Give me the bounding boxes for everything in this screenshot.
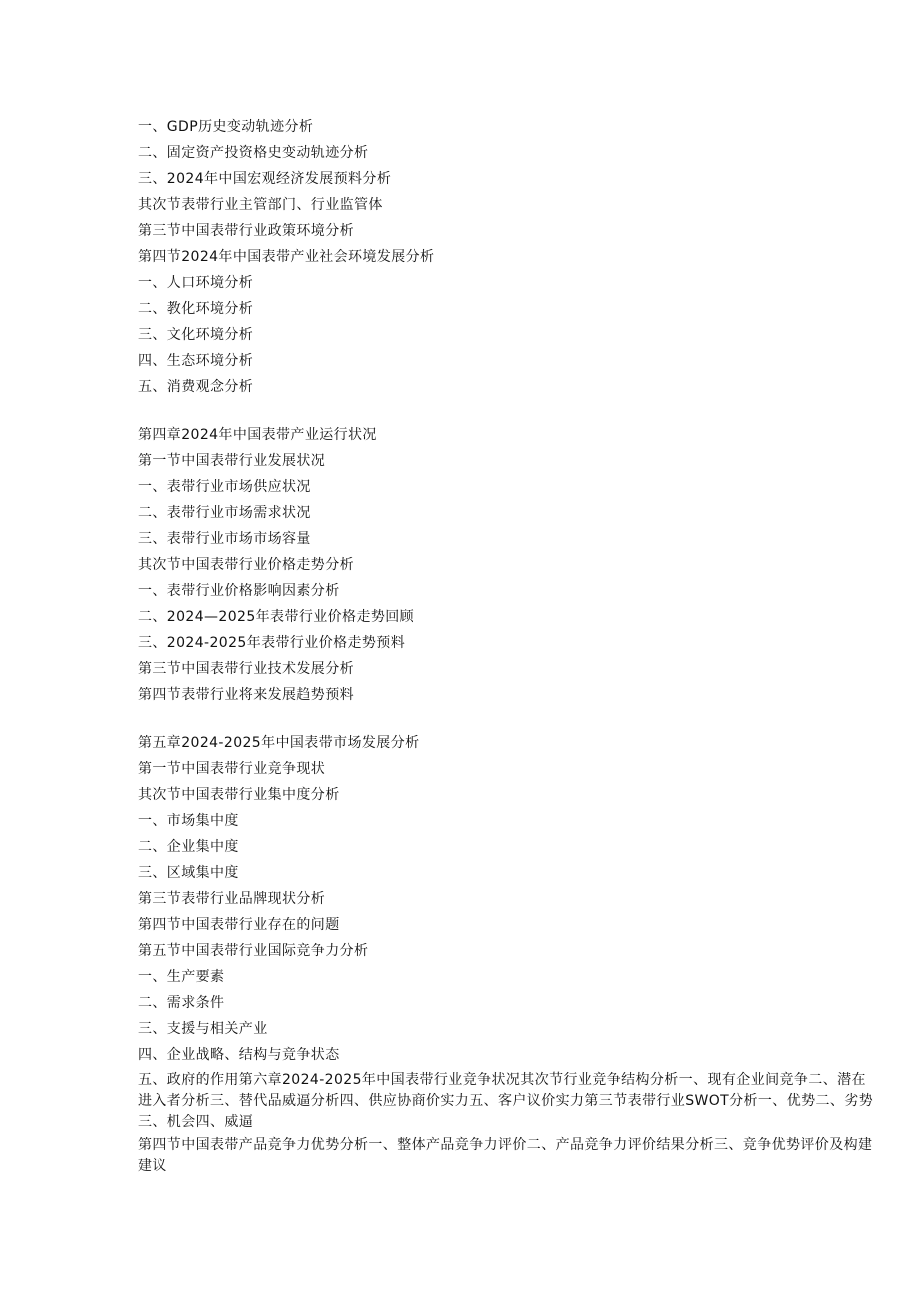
toc-line: 二、表带行业市场需求状况 <box>138 505 311 521</box>
toc-line: 第四节表带行业将来发展趋势预料 <box>138 687 354 703</box>
toc-line: 二、教化环境分析 <box>138 301 254 317</box>
toc-line: 其次节中国表带行业价格走势分析 <box>138 557 354 573</box>
toc-line: 一、表带行业市场供应状况 <box>138 479 311 495</box>
toc-line: 二、固定资产投资格史变动轨迹分析 <box>138 145 369 161</box>
toc-line: 三、2024年中国宏观经济发展预料分析 <box>138 171 392 187</box>
chapter-heading: 第四章2024年中国表带产业运行状况 <box>138 427 377 443</box>
toc-line: 一、市场集中度 <box>138 813 239 829</box>
chapter-heading: 第五章2024-2025年中国表带市场发展分析 <box>138 735 420 751</box>
toc-line: 第三节中国表带行业政策环境分析 <box>138 223 354 239</box>
toc-line: 一、生产要素 <box>138 969 225 985</box>
section-gap <box>138 708 880 730</box>
toc-line: 五、消费观念分析 <box>138 379 254 395</box>
toc-line: 一、表带行业价格影响因素分析 <box>138 583 340 599</box>
toc-line: 第三节表带行业品牌现状分析 <box>138 891 326 907</box>
toc-line: 其次节中国表带行业集中度分析 <box>138 787 340 803</box>
toc-line: 其次节表带行业主管部门、行业监管体 <box>138 197 383 213</box>
toc-line: 四、企业战略、结构与竞争状态 <box>138 1047 340 1063</box>
section-macro-environment <box>138 114 880 400</box>
toc-line: 三、支援与相关产业 <box>138 1021 268 1037</box>
toc-line: 三、区域集中度 <box>138 865 239 881</box>
document-body <box>138 114 880 1177</box>
toc-line: 第四节2024年中国表带产业社会环境发展分析 <box>138 249 435 265</box>
toc-paragraph: 第四节中国表带产品竞争力优势分析一、整体产品竞争力评价二、产品竞争力评价结果分析三、竞争优势评价及构建建议 <box>138 1137 873 1174</box>
toc-line: 三、2024-2025年表带行业价格走势预料 <box>138 635 406 651</box>
toc-line: 第一节中国表带行业竞争现状 <box>138 761 326 777</box>
toc-line: 一、人口环境分析 <box>138 275 254 291</box>
toc-line: 四、生态环境分析 <box>138 353 254 369</box>
toc-line: 第四节中国表带行业存在的问题 <box>138 917 340 933</box>
toc-line: 二、需求条件 <box>138 995 225 1011</box>
toc-paragraph: 五、政府的作用第六章2024-2025年中国表带行业竞争状况其次节行业竞争结构分析一、现有企业间竞争二、潜在进入者分析三、替代品威逼分析四、供应协商价实力五、客户议价实力第三节表带行业SWOT分析一、优势二、劣势三、机会四、威逼 <box>138 1072 874 1130</box>
toc-line: 第五节中国表带行业国际竞争力分析 <box>138 943 369 959</box>
toc-line: 三、表带行业市场市场容量 <box>138 531 311 547</box>
toc-line: 第三节中国表带行业技术发展分析 <box>138 661 354 677</box>
section-gap <box>138 400 880 422</box>
toc-line: 二、企业集中度 <box>138 839 239 855</box>
section-chapter-5 <box>138 730 880 1068</box>
section-chapter-4 <box>138 422 880 708</box>
toc-line: 二、2024—2025年表带行业价格走势回顾 <box>138 609 415 625</box>
toc-line: 第一节中国表带行业发展状况 <box>138 453 326 469</box>
toc-line: 三、文化环境分析 <box>138 327 254 343</box>
toc-line: 一、GDP历史变动轨迹分析 <box>138 119 314 135</box>
